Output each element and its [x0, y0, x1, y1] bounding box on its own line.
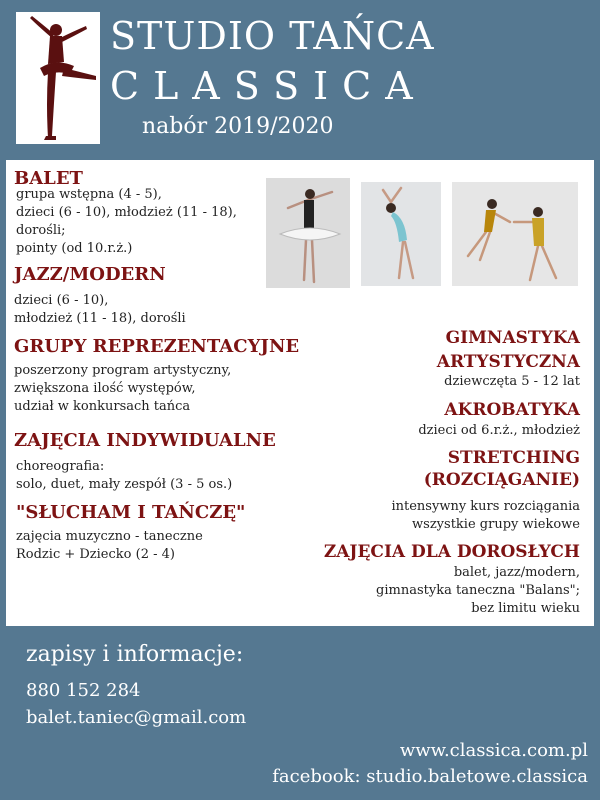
contact-heading: zapisy i informacje:: [26, 642, 244, 667]
website-link[interactable]: www.classica.com.pl: [399, 740, 588, 761]
jazz-line: dzieci (6 - 10),: [14, 293, 109, 308]
jazz-line: młodzież (11 - 18), dorośli: [14, 311, 186, 326]
logo: [16, 12, 100, 144]
balet-line: dzieci (6 - 10), młodzież (11 - 18),: [16, 205, 237, 220]
grupy-line: poszerzony program artystyczny,: [14, 363, 232, 378]
section-title-stretching-2: (ROZCIĄGANIE): [423, 470, 580, 490]
section-title-stretching-1: STRETCHING: [447, 448, 580, 468]
indywidualne-line: solo, duet, mały zespół (3 - 5 os.): [16, 477, 233, 492]
stretching-line: wszystkie grupy wiekowe: [412, 517, 580, 532]
balet-line: grupa wstępna (4 - 5),: [16, 187, 162, 202]
section-title-jazz: JAZZ/MODERN: [14, 264, 166, 285]
studio-title-line2: CLASSICA: [110, 64, 427, 108]
dancer-backbend-icon: [361, 182, 441, 286]
dancers-jump-icon: [452, 182, 578, 286]
slucham-line: zajęcia muzyczno - taneczne: [16, 529, 203, 544]
offer-panel: [6, 160, 594, 626]
section-title-balet: BALET: [14, 168, 83, 189]
season-subtitle: nabór 2019/2020: [142, 114, 334, 139]
dorosli-line: bez limitu wieku: [471, 601, 580, 616]
balet-line: dorośli;: [16, 223, 66, 238]
ballet-dancer-icon: [266, 178, 350, 288]
section-title-slucham: "SŁUCHAM I TAŃCZĘ": [16, 502, 246, 523]
stretching-line: intensywny kurs rozciągania: [391, 499, 580, 514]
facebook-link[interactable]: facebook: studio.baletowe.classica: [272, 766, 588, 787]
dorosli-line: gimnastyka taneczna "Balans";: [376, 583, 580, 598]
dorosli-line: balet, jazz/modern,: [453, 565, 580, 580]
grupy-line: zwiększona ilość występów,: [14, 381, 196, 396]
indywidualne-line: choreografia:: [16, 459, 105, 474]
akrobatyka-line: dzieci od 6.r.ż., młodzież: [418, 423, 580, 438]
section-title-akrobatyka: AKROBATYKA: [444, 400, 580, 420]
section-title-grupy: GRUPY REPREZENTACYJNE: [14, 336, 300, 357]
phone-number: 880 152 284: [26, 680, 141, 701]
grupy-line: udział w konkursach tańca: [14, 399, 191, 414]
balet-line: pointy (od 10.r.ż.): [16, 241, 133, 256]
studio-title-line1: STUDIO TAŃCA: [110, 14, 435, 58]
section-title-dorosli: ZAJĘCIA DLA DOROSŁYCH: [323, 542, 580, 562]
header: [0, 0, 600, 155]
section-title-gimnastyka-2: ARTYSTYCZNA: [436, 352, 580, 372]
slucham-line: Rodzic + Dziecko (2 - 4): [16, 547, 175, 562]
ballerina-tutu-photo: [266, 178, 350, 288]
dancer-blue-photo: [361, 182, 441, 286]
dancers-jump-photo: [452, 182, 578, 286]
ballerina-silhouette-icon: [16, 12, 100, 144]
section-title-indywidualne: ZAJĘCIA INDYWIDUALNE: [14, 430, 276, 451]
gimnastyka-line: dziewczęta 5 - 12 lat: [444, 374, 580, 389]
section-title-gimnastyka-1: GIMNASTYKA: [445, 328, 580, 348]
email-link[interactable]: balet.taniec@gmail.com: [26, 707, 247, 728]
